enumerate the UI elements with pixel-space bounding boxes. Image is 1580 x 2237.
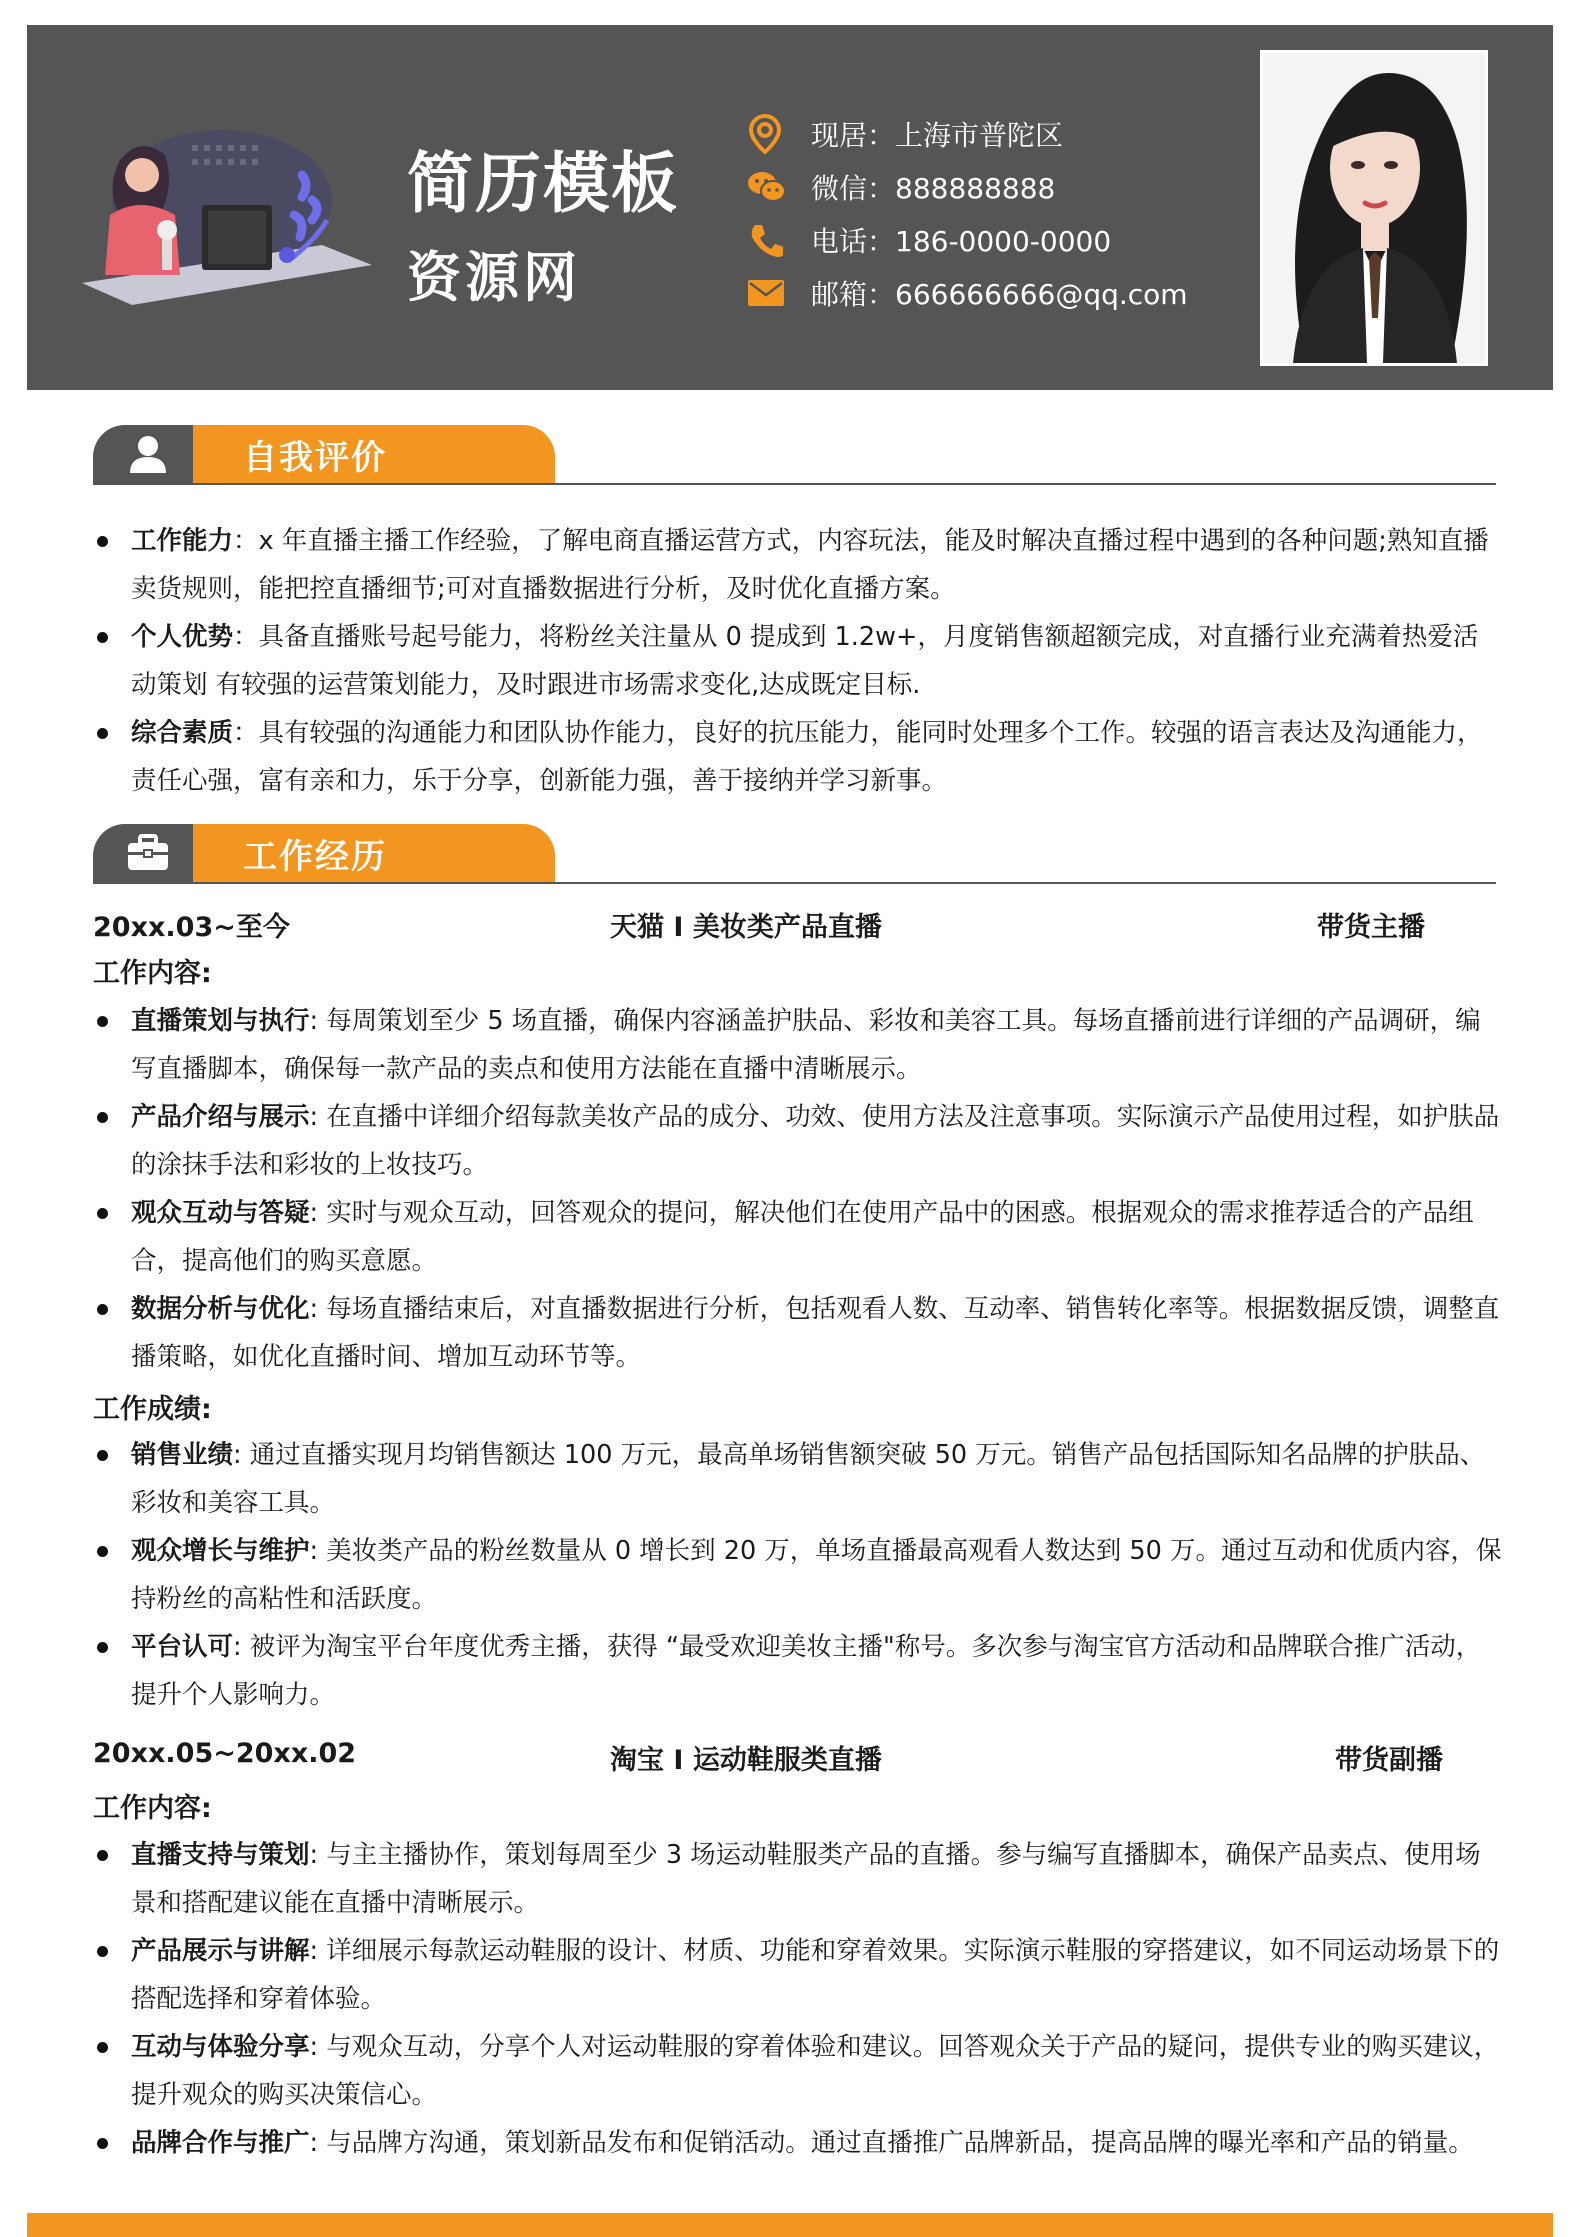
list-item: 互动与体验分享: 与观众互动，分享个人对运动鞋服的穿着体验和建议。回答观众关于产品的疑问，提供专业的购买建议，提升观众的购买决策信心。 xyxy=(93,2023,1503,2119)
footer-bar xyxy=(27,2213,1553,2237)
contact-wechat-text: 微信：888888888 xyxy=(811,171,1056,205)
briefcase-icon xyxy=(93,824,203,882)
resume-subtitle: 资源网 xyxy=(407,246,581,309)
list-item: 观众互动与答疑: 实时与观众互动，回答观众的提问，解决他们在使用产品中的困惑。根据观众的需求推荐适合的产品组合，提高他们的购买意愿。 xyxy=(93,1189,1503,1285)
job-header xyxy=(93,905,1503,949)
contact-phone xyxy=(747,213,1188,266)
job-content-label: 工作内容: xyxy=(93,958,212,989)
self-eval-list xyxy=(93,517,1503,805)
list-item: 工作能力：x 年直播主播工作经验，了解电商直播运营方式，内容玩法，能及时解决直播过程中遇到的各种问题;熟知直播卖货规则，能把控直播细节;可对直播数据进行分析，及时优化直播方案。 xyxy=(93,517,1503,613)
list-item: 观众增长与维护: 美妆类产品的粉丝数量从 0 增长到 20 万，单场直播最高观看人数达到 50 万。通过互动和优质内容，保持粉丝的高粘性和活跃度。 xyxy=(93,1527,1503,1623)
list-item: 个人优势：具备直播账号起号能力，将粉丝关注量从 0 提成到 1.2w+，月度销售额超额完成，对直播行业充满着热爱活动策划 有较强的运营策划能力，及时跟进市场需求变化,达成既定目标. xyxy=(93,613,1503,709)
job-content-list xyxy=(93,1831,1503,2167)
section-self-eval-title: 自我评价 xyxy=(193,425,555,483)
list-item: 综合素质：具有较强的沟通能力和团队协作能力，良好的抗压能力，能同时处理多个工作。较强的语言表达及沟通能力，责任心强，富有亲和力，乐于分享，创新能力强，善于接纳并学习新事。 xyxy=(93,709,1503,805)
mail-icon xyxy=(747,273,791,313)
section-divider xyxy=(93,483,1496,485)
section-work-header xyxy=(93,824,1496,884)
list-item: 直播策划与执行: 每周策划至少 5 场直播，确保内容涵盖护肤品、彩妆和美容工具。每场直播前进行详细的产品调研，编写直播脚本，确保每一款产品的卖点和使用方法能在直播中清晰展示。 xyxy=(93,997,1503,1093)
job-role: 带货主播 xyxy=(1317,912,1425,943)
location-icon xyxy=(747,114,791,154)
section-divider xyxy=(93,882,1496,884)
section-work-title: 工作经历 xyxy=(193,824,555,882)
wechat-icon xyxy=(747,167,791,207)
contact-mail-text: 邮箱：666666666@qq.com xyxy=(811,277,1188,311)
job-period: 20xx.03~至今 xyxy=(93,912,290,943)
job-period: 20xx.05~20xx.02 xyxy=(93,1738,357,1769)
job-role: 带货副播 xyxy=(1335,1745,1443,1776)
section-self-eval-header xyxy=(93,425,1496,485)
phone-icon xyxy=(747,220,791,260)
streamer-illustration xyxy=(72,105,377,310)
contact-location xyxy=(747,107,1188,160)
job-content-label: 工作内容: xyxy=(93,1793,212,1824)
contact-list xyxy=(747,107,1188,319)
list-item: 销售业绩: 通过直播实现月均销售额达 100 万元，最高单场销售额突破 50 万元。销售产品包括国际知名品牌的护肤品、彩妆和美容工具。 xyxy=(93,1431,1503,1527)
list-item: 直播支持与策划: 与主主播协作，策划每周至少 3 场运动鞋服类产品的直播。参与编写直播脚本，确保产品卖点、使用场景和搭配建议能在直播中清晰展示。 xyxy=(93,1831,1503,1927)
contact-wechat xyxy=(747,160,1188,213)
job-company: 天猫 I 美妆类产品直播 xyxy=(610,912,882,943)
job-content-list xyxy=(93,997,1503,1381)
job-header xyxy=(93,1738,1503,1782)
job-results-label: 工作成绩: xyxy=(93,1394,212,1425)
list-item: 平台认可: 被评为淘宝平台年度优秀主播，获得 “最受欢迎美妆主播"称号。多次参与淘宝官方活动和品牌联合推广活动，提升个人影响力。 xyxy=(93,1623,1503,1719)
job-company: 淘宝 I 运动鞋服类直播 xyxy=(610,1745,882,1776)
contact-mail xyxy=(747,266,1188,319)
resume-title: 简历模板 xyxy=(407,145,679,222)
list-item: 产品介绍与展示: 在直播中详细介绍每款美妆产品的成分、功效、使用方法及注意事项。实际演示产品使用过程，如护肤品的涂抹手法和彩妆的上妆技巧。 xyxy=(93,1093,1503,1189)
header-bar xyxy=(27,25,1553,390)
job-results-list xyxy=(93,1431,1503,1719)
contact-phone-text: 电话：186-0000-0000 xyxy=(811,224,1112,258)
list-item: 产品展示与讲解: 详细展示每款运动鞋服的设计、材质、功能和穿着效果。实际演示鞋服的穿搭建议，如不同运动场景下的搭配选择和穿着体验。 xyxy=(93,1927,1503,2023)
contact-location-text: 现居：上海市普陀区 xyxy=(811,118,1064,152)
list-item: 品牌合作与推广: 与品牌方沟通，策划新品发布和促销活动。通过直播推广品牌新品，提高品牌的曝光率和产品的销量。 xyxy=(93,2119,1503,2167)
profile-photo xyxy=(1260,50,1488,366)
person-icon xyxy=(93,425,203,483)
portrait-image xyxy=(1263,53,1485,363)
list-item: 数据分析与优化: 每场直播结束后，对直播数据进行分析，包括观看人数、互动率、销售转化率等。根据数据反馈，调整直播策略，如优化直播时间、增加互动环节等。 xyxy=(93,1285,1503,1381)
